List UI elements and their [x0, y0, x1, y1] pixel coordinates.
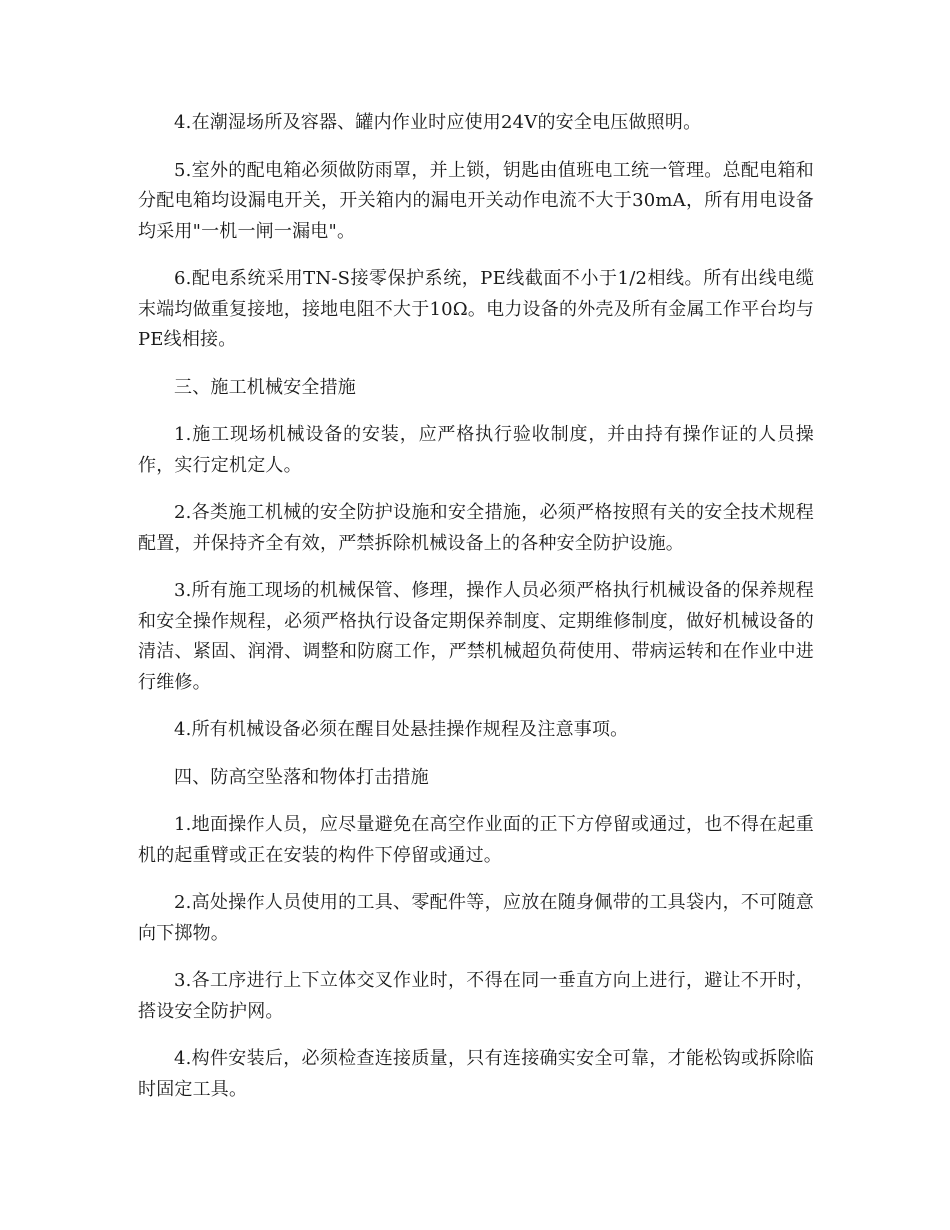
paragraph-electric-4: 4.在潮湿场所及容器、罐内作业时应使用24V的安全电压做照明。: [174, 112, 702, 133]
paragraph-fall-2: 2.高处操作人员使用的工具、零配件等，应放在随身佩带的工具袋内，不可随意向下掷物。: [138, 892, 814, 944]
document-body: [138, 108, 814, 1122]
paragraph-fall-1: 1.地面操作人员，应尽量避免在高空作业面的正下方停留或通过，也不得在起重机的起重臂或正在安装的构件下停留或通过。: [138, 814, 814, 866]
section-heading-machinery: 三、施工机械安全措施: [174, 376, 356, 398]
paragraph-machinery-3: 3.所有施工现场的机械保管、修理，操作人员必须严格执行机械设备的保养规程和安全操作规程，必须严格执行设备定期保养制度、定期维修制度，做好机械设备的清洁、紧固、润滑、调整和防腐工作，严禁机械超负荷使用、带病运转和在作业中进行维修。: [138, 580, 814, 693]
paragraph-machinery-4: 4.所有机械设备必须在醒目处悬挂操作规程及注意事项。: [174, 719, 629, 740]
paragraph-electric-6: 6.配电系统采用TN-S接零保护系统，PE线截面不小于1/2相线。所有出线电缆末端均做重复接地，接地电阻不大于10Ω。电力设备的外壳及所有金属工作平台均与PE线相接。: [138, 268, 814, 350]
paragraph-machinery-1: 1.施工现场机械设备的安装，应严格执行验收制度，并由持有操作证的人员操作，实行定机定人。: [138, 424, 814, 476]
section-heading-fall-protection: 四、防高空坠落和物体打击措施: [174, 766, 429, 788]
paragraph-fall-4: 4.构件安装后，必须检查连接质量，只有连接确实安全可靠，才能松钩或拆除临时固定工具。: [138, 1048, 814, 1100]
paragraph-fall-3: 3.各工序进行上下立体交叉作业时，不得在同一垂直方向上进行，避让不开时，搭设安全防护网。: [138, 970, 814, 1022]
paragraph-electric-5: 5.室外的配电箱必须做防雨罩，并上锁，钥匙由值班电工统一管理。总配电箱和分配电箱均设漏电开关，开关箱内的漏电开关动作电流不大于30mA，所有用电设备均采用"一机一闸一漏电"。: [138, 159, 814, 242]
paragraph-machinery-2: 2.各类施工机械的安全防护设施和安全措施，必须严格按照有关的安全技术规程配置，并保持齐全有效，严禁拆除机械设备上的各种安全防护设施。: [138, 502, 814, 554]
